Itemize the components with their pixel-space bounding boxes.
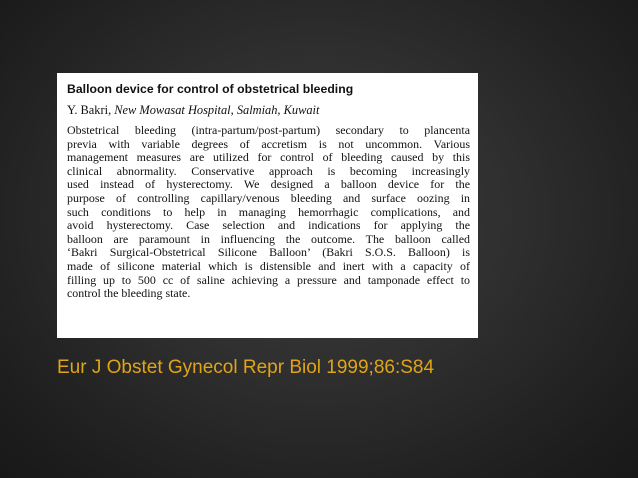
abstract-line: such conditions to help in managing hemorrhagic complications, and [67, 204, 470, 219]
abstract-line: balloon are paramount in influencing the outcome. The balloon called [67, 231, 470, 246]
abstract-body [67, 124, 470, 301]
citation-text: Eur J Obstet Gynecol Repr Biol 1999;86:S84 [57, 357, 435, 378]
abstract-excerpt-image [57, 73, 478, 338]
author-name: Y. Bakri, [67, 103, 115, 117]
abstract-line: Obstetrical bleeding (intra-partum/post-partum) secondary to plancenta [67, 123, 470, 137]
abstract-line: ‘Bakri Surgical-Obstetrical Silicone Balloon’ (Bakri S.O.S. Balloon) is [67, 245, 470, 260]
abstract-line: control the bleeding state. [67, 286, 191, 301]
abstract-title: Balloon device for control of obstetrical bleeding [67, 82, 354, 96]
abstract-line: clinical abnormality. Conservative approach is becoming increasingly [67, 163, 470, 178]
abstract-line: management measures are utilized for control of bleeding caused by this [67, 150, 470, 165]
abstract-line: made of silicone material which is distensible and inert with a capacity of [67, 258, 470, 273]
abstract-author-line [67, 103, 470, 118]
abstract-line: used instead of hysterectomy. We designed a balloon device for the [67, 177, 470, 192]
abstract-line: avoid hysterectomy. Case selection and indications for applying the [67, 218, 470, 233]
abstract-line: previa with variable degrees of accretism is not uncommon. Various [67, 136, 470, 151]
abstract-line: purpose of controlling capillary/venous bleeding and surface oozing in [67, 190, 470, 205]
author-affiliation: New Mowasat Hospital, Salmiah, Kuwait [114, 103, 320, 117]
abstract-line: filling up to 500 cc of saline achieving a pressure and tamponade effect to [67, 272, 470, 287]
